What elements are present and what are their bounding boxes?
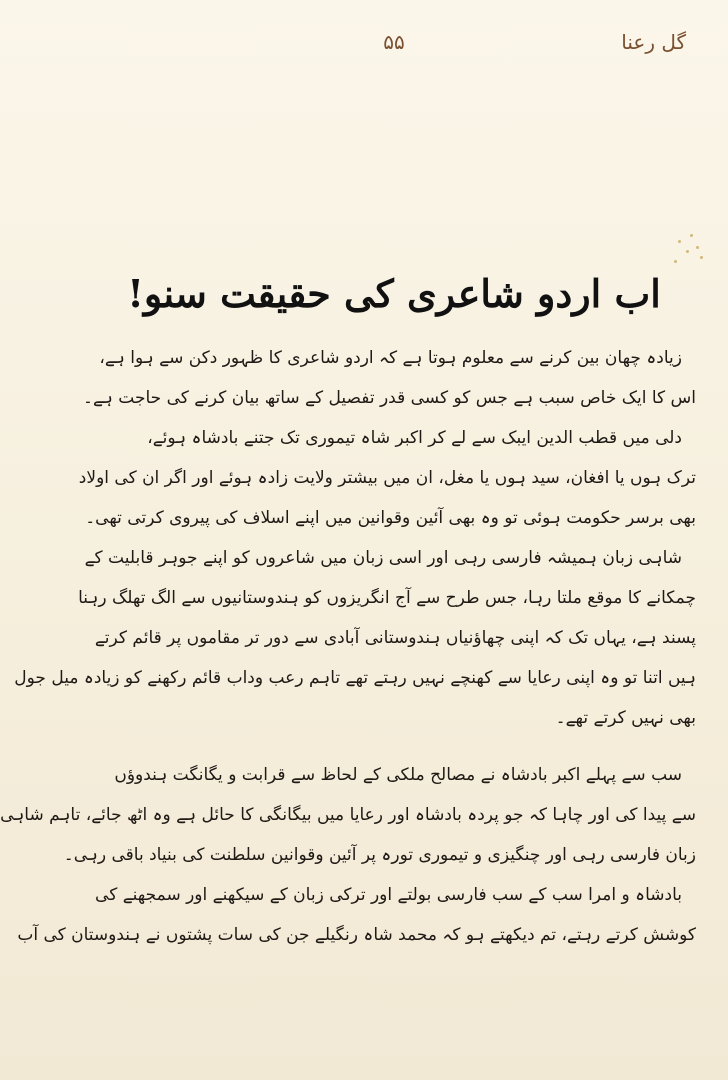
text-line: دلی میں قطب الدین ایبک سے لے کر اکبر شاہ تیموری تک جتنے بادشاہ ہوئے، <box>147 428 682 448</box>
page-number: ۵۵ <box>383 30 405 54</box>
text-line: زبان فارسی رہی اور چنگیزی و تیموری تورہ پر آئین وقوانین سلطنت کی بنیاد باقی رہی۔ <box>63 845 696 865</box>
body-text <box>0 348 696 965</box>
text-line: ہیں اتنا تو وہ اپنی رعایا سے کھنچے نہیں رہتے تھے تاہم رعب وداب قائم رکھنے کو زیادہ میل جول <box>14 668 696 688</box>
decorative-dots <box>660 230 710 270</box>
text-line: بھی نہیں کرتے تھے۔ <box>555 708 696 728</box>
text-line: زیادہ چھان بین کرنے سے معلوم ہوتا ہے کہ اردو شاعری کا ظہور دکن سے ہوا ہے، <box>99 348 682 368</box>
text-line: بھی برسر حکومت ہوئی تو وہ بھی آئین وقوانین میں اپنے اسلاف کی پیروی کرتی تھی۔ <box>85 508 696 528</box>
text-line: اس کا ایک خاص سبب ہے جس کو کسی قدر تفصیل کے ساتھ بیان کرنے کی حاجت ہے۔ <box>82 388 696 408</box>
text-line: ترک ہوں یا افغان، سید ہوں یا مغل، ان میں بیشتر ولایت زادہ ہوئے اور اگر ان کی اولاد <box>78 468 696 488</box>
chapter-title: اب اردو شاعری کی حقیقت سنو! <box>127 271 661 317</box>
text-line: کوشش کرتے رہتے، تم دیکھتے ہو کہ محمد شاہ رنگیلے جن کی سات پشتوں نے ہندوستان کی آب <box>17 925 696 945</box>
text-line: سے پیدا کی اور چاہا کہ جو پردہ بادشاہ اور رعایا میں بیگانگی کا حائل ہے وہ اٹھ جائے، تاہم شاہی <box>0 805 696 825</box>
text-line: سب سے پہلے اکبر بادشاہ نے مصالح ملکی کے لحاظ سے قرابت و یگانگت ہندوؤں <box>114 765 682 785</box>
text-line: بادشاہ و امرا سب کے سب فارسی بولتے اور ترکی زبان کے سیکھنے اور سمجھنے کی <box>95 885 682 905</box>
text-line: چمکانے کا موقع ملتا رہا، جس طرح سے آج انگریزوں کو ہندوستانیوں سے الگ تھلگ رہنا <box>78 588 696 608</box>
running-title: گل رعنا <box>621 30 686 54</box>
text-line: شاہی زبان ہمیشہ فارسی رہی اور اسی زبان میں شاعروں کو اپنے جوہر قابلیت کے <box>84 548 682 568</box>
text-line: پسند ہے، یہاں تک کہ اپنی چھاؤنیاں ہندوستانی آبادی سے دور تر مقاموں پر قائم کرتے <box>94 628 696 648</box>
